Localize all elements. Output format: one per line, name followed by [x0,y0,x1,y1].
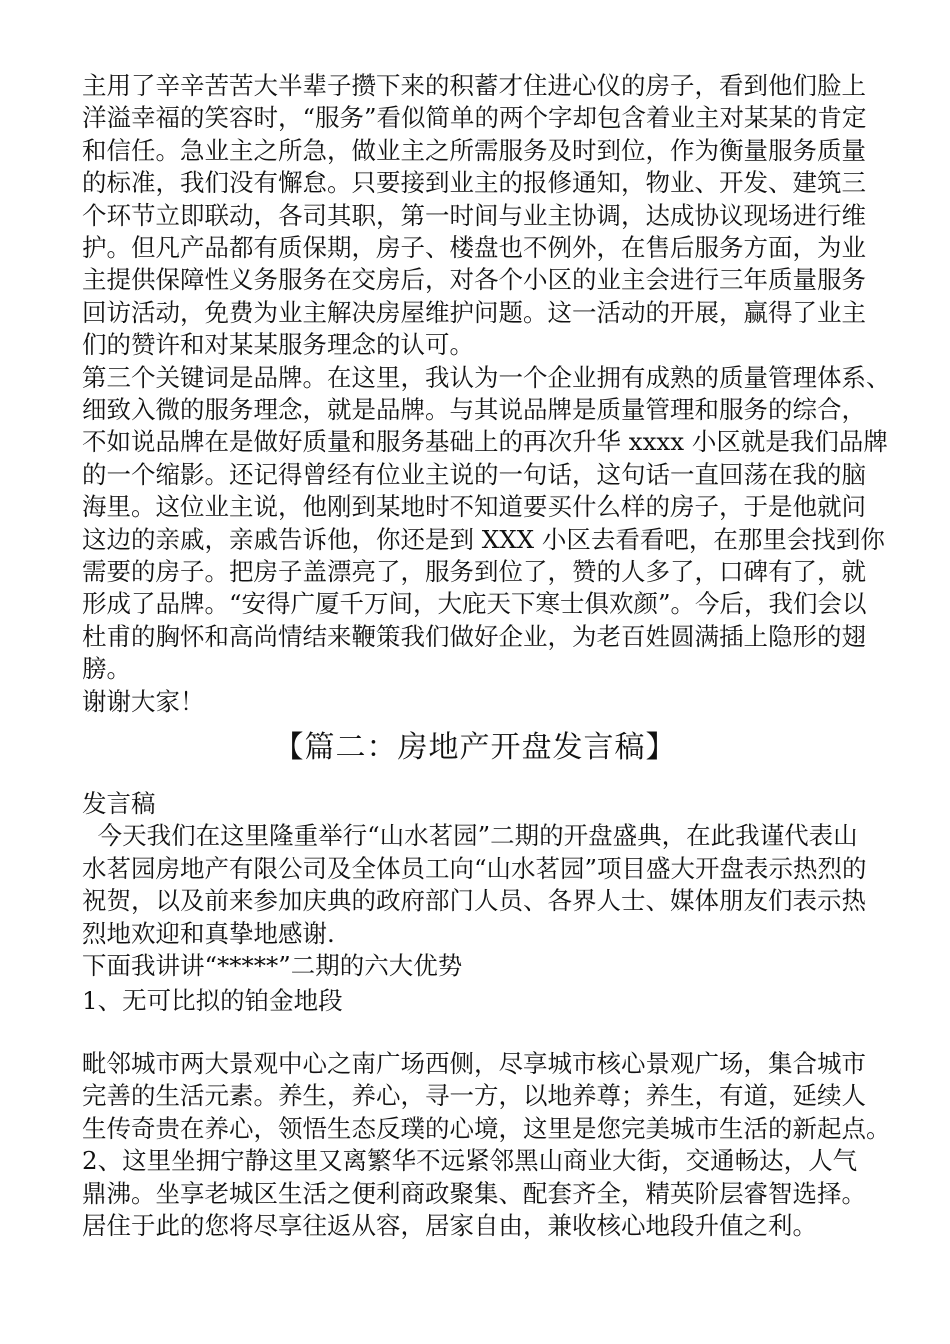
text-line: 洋溢幸福的笑容时，“服务”看似简单的两个字却包含着业主对某某的肯定 [82,103,867,133]
text-line: 生传奇贵在养心，领悟生态反璞的心境，这里是您完美城市生活的新起点。 [82,1113,891,1143]
text-line: 们的赞许和对某某服务理念的认可。 [82,330,474,360]
text-line: 主提供保障性义务服务在交房后，对各个小区的业主会进行三年质量服务 [82,265,866,295]
text-line: 回访活动，免费为业主解决房屋维护问题。这一活动的开展，赢得了业主 [82,297,866,327]
text-line: 鼎沸。坐享老城区生活之便利商政聚集、配套齐全，精英阶层睿智选择。 [82,1178,866,1208]
closing-line: 谢谢大家！ [82,686,205,716]
text-line: 2、这里坐拥宁静这里又离繁华不远紧邻黑山商业大街，交通畅达，人气 [82,1146,858,1176]
text-line: 杜甫的胸怀和高尚情结来鞭策我们做好企业，为老百姓圆满插上隐形的翅 [82,621,866,651]
text-line: 这边的亲戚，亲戚告诉他，你还是到 XXX 小区去看看吧，在那里会找到你 [82,524,885,554]
text-line: 护。但凡产品都有质保期，房子、楼盘也不例外，在售后服务方面，为业 [82,233,866,262]
text-line: 需要的房子。把房子盖漂亮了，服务到位了，赞的人多了，口碑有了，就 [82,557,866,586]
text-line: 完善的生活元素。养生，养心，寻一方，以地养尊；养生，有道，延续人 [82,1081,866,1111]
text-line: 不如说品牌在是做好质量和服务基础上的再次升华 xxxx 小区就是我们品牌 [82,427,888,457]
text-line: 今天我们在这里隆重举行“山水茗园”二期的开盘盛典，在此我谨代表山 [82,821,858,851]
text-line: 膀。 [82,654,131,684]
subtitle: 发言稿 [82,789,156,818]
text-line: 主用了辛辛苦苦大半辈子攒下来的积蓄才住进心仪的房子，看到他们脸上 [82,71,866,100]
text-line: 祝贺，以及前来参加庆典的政府部门人员、各界人士、媒体朋友们表示热 [82,886,866,916]
text-line: 居住于此的您将尽享往返从容，居家自由，兼收核心地段升值之利。 [82,1211,817,1240]
text-line: 下面我讲讲“*****”二期的六大优势 [82,951,463,980]
text-line: 海里。这位业主说，他刚到某地时不知道要买什么样的房子，于是他就问 [82,492,866,522]
text-line: 第三个关键词是品牌。在这里，我认为一个企业拥有成熟的质量管理体系、 [82,362,891,392]
text-line: 的标准，我们没有懈怠。只要接到业主的报修通知，物业、开发、建筑三 [82,168,866,198]
text-line: 个环节立即联动，各司其职，第一时间与业主协调，达成协议现场进行维 [82,200,866,230]
text-line: 细致入微的服务理念，就是品牌。与其说品牌是质量管理和服务的综合， [82,395,866,424]
text-line: 和信任。急业主之所急，做业主之所需服务及时到位，作为衡量服务质量 [82,135,866,165]
section-heading: 【篇二：房地产开盘发言稿】 [273,730,677,765]
list-item-heading: 1、无可比拟的铂金地段 [82,986,343,1015]
text-line: 水茗园房地产有限公司及全体员工向“山水茗园”项目盛大开盘表示热烈的 [82,853,867,883]
text-line: 的一个缩影。还记得曾经有位业主说的一句话，这句话一直回荡在我的脑 [82,459,866,489]
text-line: 形成了品牌。“安得广厦千万间，大庇天下寒士俱欢颜”。今后，我们会以 [82,589,867,619]
text-line: 烈地欢迎和真挚地感谢. [82,918,335,948]
text-line: 毗邻城市两大景观中心之南广场西侧，尽享城市核心景观广场，集合城市 [82,1049,866,1078]
